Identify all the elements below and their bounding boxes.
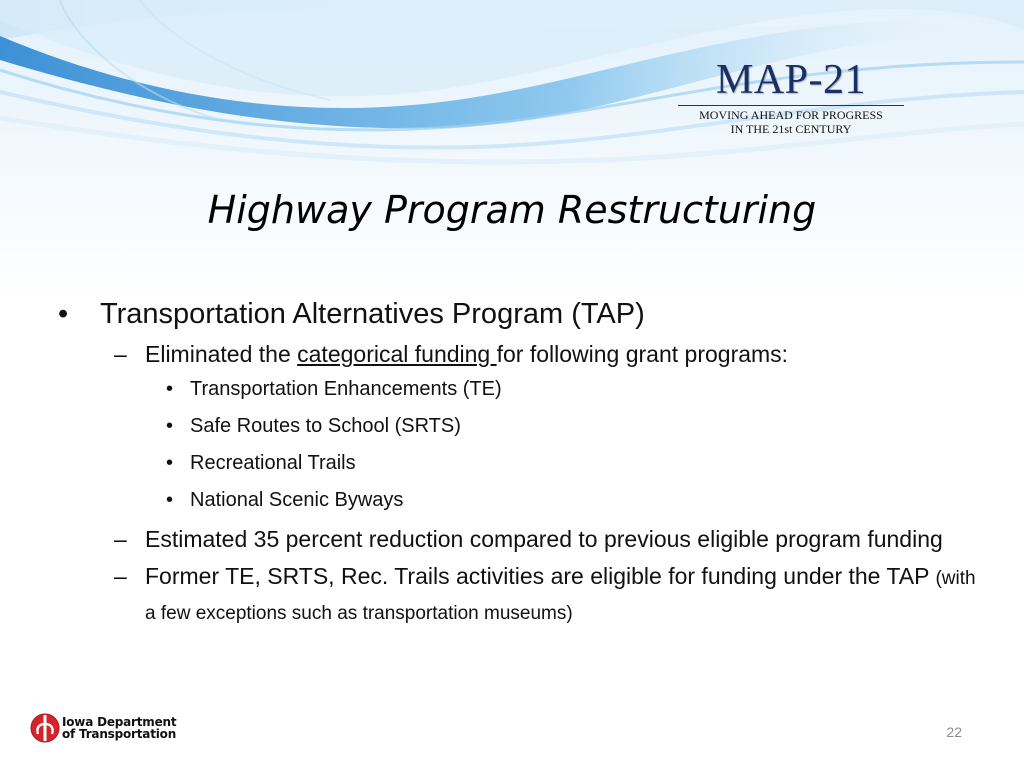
- map21-tagline-line-2: IN THE 21st CENTURY: [730, 122, 852, 136]
- sub-bullet-eligibility: [58, 560, 978, 630]
- program-item: [58, 371, 978, 408]
- bullet-dot-icon: •: [58, 298, 69, 330]
- bullet-text-tap: Transportation Alternatives Program (TAP): [100, 298, 645, 330]
- sub-bullet-text-reduction: Estimated 35 percent reduction compared to previous eligible program funding: [145, 526, 943, 552]
- map21-tagline-line-1: MOVING AHEAD FOR PROGRESS: [699, 108, 883, 122]
- sub-bullet-text-pre: Eliminated the: [145, 341, 298, 367]
- categorical-funding-link[interactable]: categorical funding: [297, 341, 497, 367]
- program-item-label: Transportation Enhancements (TE): [190, 378, 502, 400]
- sub-bullet-note: (with a few exceptions such as transportation museums): [145, 568, 976, 624]
- bullet-dot-icon: •: [166, 489, 174, 511]
- iowa-dot-name-line-2: of Transportation: [62, 727, 177, 741]
- program-item: [58, 445, 978, 482]
- program-item-label: Recreational Trails: [190, 452, 356, 474]
- bullet-level-1: [58, 294, 978, 334]
- slide-body: [58, 294, 978, 630]
- sub-bullet-eliminated: [58, 338, 978, 371]
- dash-icon: –: [114, 526, 127, 552]
- map21-logo: [678, 56, 904, 136]
- page-number: 22: [946, 724, 962, 740]
- sub-bullet-reduction: [58, 523, 978, 556]
- iowa-dot-emblem-icon: [30, 712, 60, 744]
- iowa-dot-name-line-1: Iowa Department: [62, 715, 177, 729]
- slide-title: Highway Program Restructuring: [207, 188, 817, 232]
- header-swoosh-background: [0, 0, 1024, 300]
- program-item-label: Safe Routes to School (SRTS): [190, 415, 461, 437]
- bullet-dot-icon: •: [166, 378, 174, 400]
- program-item: [58, 408, 978, 445]
- map21-logo-divider: [678, 105, 904, 106]
- sub-bullet-text-eligibility: Former TE, SRTS, Rec. Trails activities are eligible for funding under the TAP: [145, 563, 936, 589]
- dash-icon: –: [114, 341, 127, 367]
- sub-bullet-text-post: for following grant programs:: [496, 341, 789, 367]
- program-item-label: National Scenic Byways: [190, 489, 404, 511]
- bullet-dot-icon: •: [166, 452, 174, 474]
- program-item: [58, 482, 978, 519]
- iowa-dot-logo: [30, 712, 180, 746]
- dash-icon: –: [114, 563, 127, 589]
- map21-logo-text: MAP-21: [715, 57, 867, 103]
- bullet-dot-icon: •: [166, 415, 174, 437]
